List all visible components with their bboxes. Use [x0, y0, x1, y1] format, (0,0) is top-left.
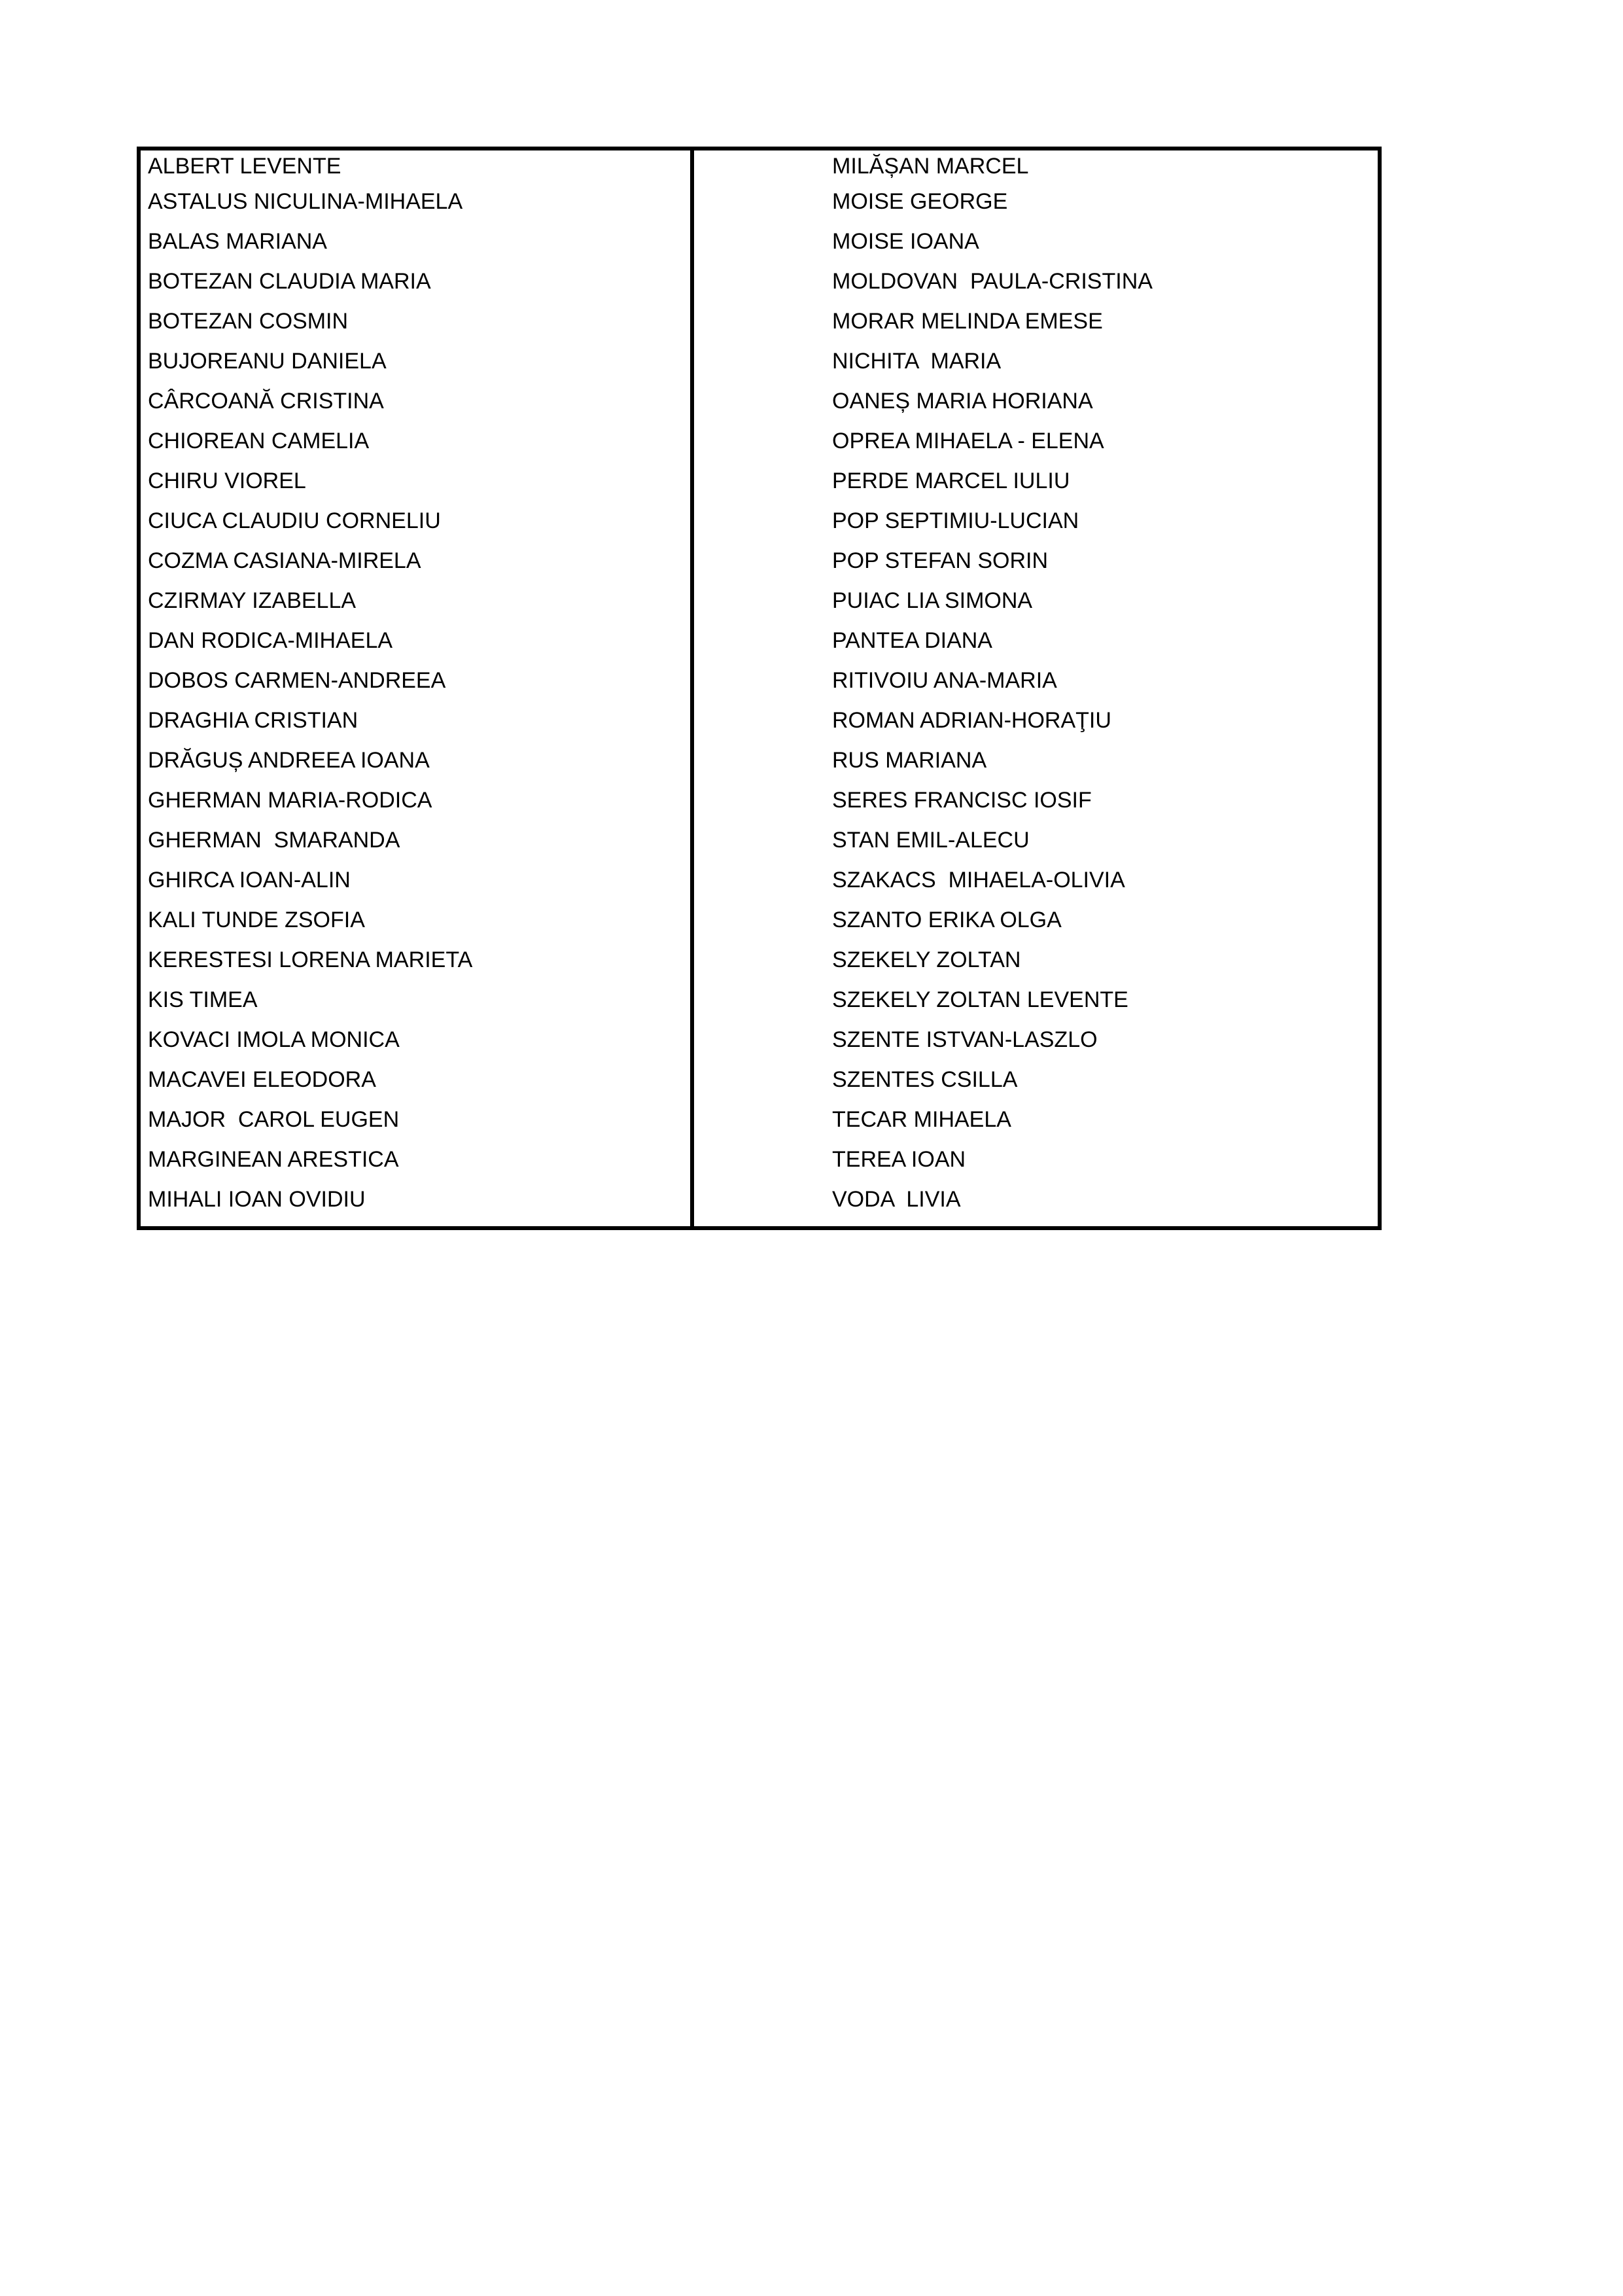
right-cell: MOISE IOANA [832, 229, 979, 254]
left-cell: KALI TUNDE ZSOFIA [148, 908, 365, 932]
left-cell: ASTALUS NICULINA-MIHAELA [148, 189, 463, 214]
left-cell: GHIRCA IOAN-ALIN [148, 868, 351, 892]
right-cell: POP SEPTIMIU-LUCIAN [832, 508, 1079, 533]
right-cell: SZAKACS MIHAELA-OLIVIA [832, 868, 1125, 892]
right-cell: PERDE MARCEL IULIU [832, 468, 1070, 493]
right-cell: POP STEFAN SORIN [832, 548, 1049, 573]
left-cell: DRAGHIA CRISTIAN [148, 708, 358, 733]
right-cell: SZENTE ISTVAN-LASZLO [832, 1027, 1098, 1052]
right-cell: SZENTES CSILLA [832, 1067, 1018, 1092]
left-cell: KIS TIMEA [148, 987, 258, 1012]
left-cell: CHIRU VIOREL [148, 468, 306, 493]
right-cell: OANEȘ MARIA HORIANA [832, 389, 1093, 414]
right-cell: TECAR MIHAELA [832, 1107, 1011, 1132]
right-cell: MILĂȘAN MARCEL [832, 154, 1029, 179]
right-cell: ROMAN ADRIAN-HORAŢIU [832, 708, 1111, 733]
left-cell: BALAS MARIANA [148, 229, 327, 254]
left-cell: COZMA CASIANA-MIRELA [148, 548, 421, 573]
right-cell: PUIAC LIA SIMONA [832, 588, 1033, 613]
right-cell: MOLDOVAN PAULA-CRISTINA [832, 269, 1153, 294]
right-cell: SZEKELY ZOLTAN [832, 947, 1021, 972]
right-cell: MOISE GEORGE [832, 189, 1008, 214]
right-cell: STAN EMIL-ALECU [832, 828, 1030, 853]
left-cell: MIHALI IOAN OVIDIU [148, 1187, 366, 1212]
left-cell: BOTEZAN CLAUDIA MARIA [148, 269, 431, 294]
right-cell: SZANTO ERIKA OLGA [832, 908, 1062, 932]
left-cell: CÂRCOANĂ CRISTINA [148, 389, 384, 414]
left-cell: DAN RODICA-MIHAELA [148, 628, 393, 653]
right-cell: RITIVOIU ANA-MARIA [832, 668, 1057, 693]
right-cell: VODA LIVIA [832, 1187, 961, 1212]
left-cell: CHIOREAN CAMELIA [148, 429, 370, 453]
left-cell: MACAVEI ELEODORA [148, 1067, 376, 1092]
right-column [694, 150, 1378, 1226]
left-cell: ALBERT LEVENTE [148, 154, 341, 179]
left-cell: DRĂGUȘ ANDREEA IOANA [148, 748, 430, 773]
left-cell: DOBOS CARMEN-ANDREEA [148, 668, 446, 693]
left-cell: KOVACI IMOLA MONICA [148, 1027, 400, 1052]
left-cell: KERESTESI LORENA MARIETA [148, 947, 473, 972]
left-cell: BUJOREANU DANIELA [148, 349, 387, 374]
right-cell: SERES FRANCISC IOSIF [832, 788, 1092, 813]
right-cell: NICHITA MARIA [832, 349, 1002, 374]
right-cell: OPREA MIHAELA - ELENA [832, 429, 1104, 453]
right-cell: SZEKELY ZOLTAN LEVENTE [832, 987, 1128, 1012]
right-cell: PANTEA DIANA [832, 628, 992, 653]
left-cell: CIUCA CLAUDIU CORNELIU [148, 508, 441, 533]
left-cell: CZIRMAY IZABELLA [148, 588, 357, 613]
left-cell: GHERMAN MARIA-RODICA [148, 788, 432, 813]
right-cell: TEREA IOAN [832, 1147, 966, 1172]
left-cell: BOTEZAN COSMIN [148, 309, 349, 334]
right-cell: MORAR MELINDA EMESE [832, 309, 1103, 334]
right-cell: RUS MARIANA [832, 748, 987, 773]
left-column [141, 150, 694, 1226]
left-cell: GHERMAN SMARANDA [148, 828, 400, 853]
name-table [137, 147, 1382, 1230]
left-cell: MAJOR CAROL EUGEN [148, 1107, 400, 1132]
left-cell: MARGINEAN ARESTICA [148, 1147, 399, 1172]
